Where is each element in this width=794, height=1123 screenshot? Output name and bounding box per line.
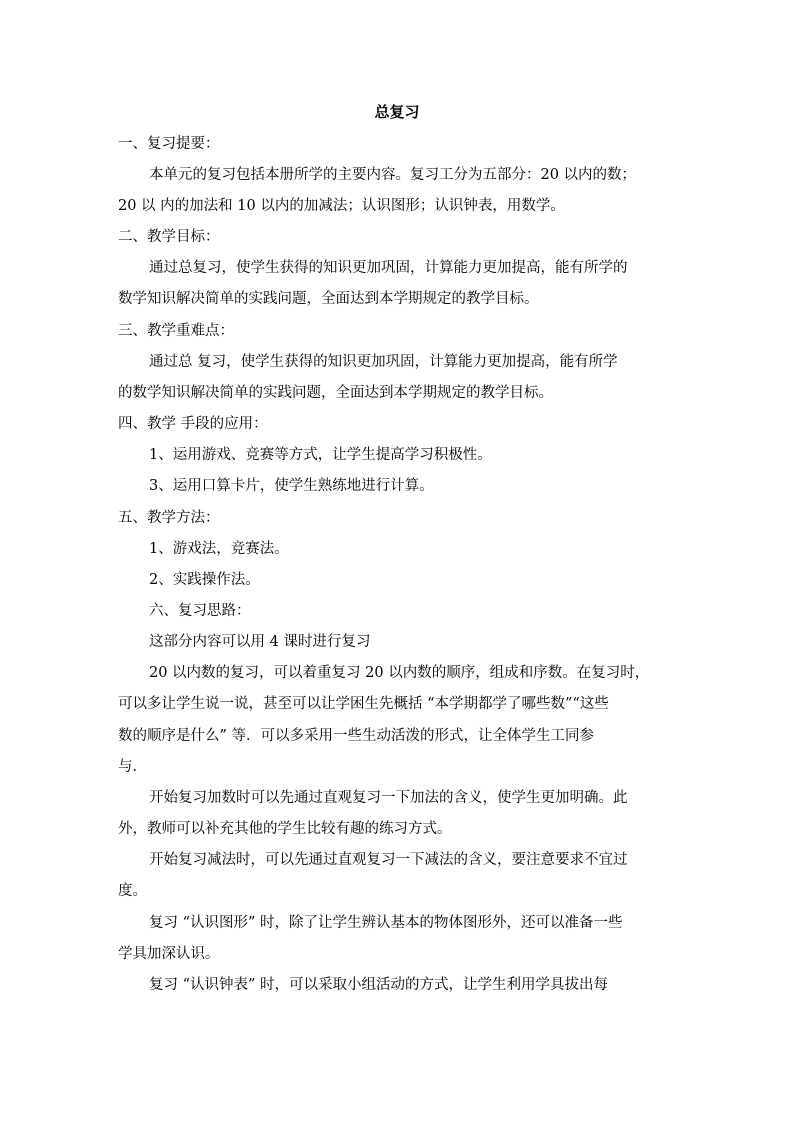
paragraph-line: 数的顺序是什么” 等．可以多采用一些生动活泼的形式，让全体学生工同参	[118, 728, 595, 744]
paragraph-line: 复习 “认识钟表” 时，可以采取小组活动的方式，让学生利用学具拔出每	[149, 977, 609, 993]
heading-teaching-methods: 五、教学方法：	[118, 510, 220, 526]
paragraph-line: 通过总 复习，使学生获得的知识更加巩固，计算能力更加提高，能有所学	[149, 354, 618, 370]
paragraph-line: 与．	[118, 759, 147, 775]
list-item: 1、游戏法，竞赛法。	[149, 541, 289, 557]
list-item: 3、运用口算卡片，使学生熟练地进行计算。	[149, 478, 434, 494]
paragraph-line: 的数学知识解决简单的实践问题，全面达到本学期规定的教学目标。	[118, 385, 553, 401]
paragraph-line: 可以多让学生说一说，甚至可以让学困生先概括 “本学期都学了哪些数”“这些	[118, 696, 609, 712]
heading-teaching-means: 四、教学 手段的应用：	[118, 416, 268, 432]
paragraph-line: 通过总复习，使学生获得的知识更加巩固，计算能力更加提高，能有所学的	[149, 260, 628, 276]
paragraph-line: 复习 “认识图形” 时，除了让学生辨认基本的物体图形外，还可以准备一些	[149, 915, 623, 931]
paragraph-line: 20 以内数的复习，可以着重复习 20 以内数的顺序，组成和序数。在复习时，	[149, 665, 650, 681]
paragraph-line: 学具加深认识。	[118, 946, 220, 962]
paragraph-line: 外，教师可以补充其他的学生比较有趣的练习方式。	[118, 821, 452, 837]
heading-key-difficulties: 三、教学重难点：	[118, 323, 234, 339]
page-title: 总复习	[374, 103, 420, 121]
list-item: 1、运用游戏、竞赛等方式，让学生提高学习积极性。	[149, 447, 492, 463]
paragraph-line: 开始复习减法时，可以先通过直观复习一下减法的含义，要注意要求不宜过	[149, 852, 628, 868]
paragraph-line: 20 以 内的加法和 10 以内的加减法；认识图形；认识钟表，用数学。	[118, 198, 565, 214]
paragraph-line: 数学知识解决简单的实践问题，全面达到本学期规定的教学目标。	[118, 291, 539, 307]
paragraph-line: 度。	[118, 883, 147, 899]
heading-review-summary: 一、复习提要：	[118, 136, 220, 152]
paragraph-line: 这部分内容可以用 4 课时进行复习	[149, 634, 371, 650]
heading-review-ideas: 六、复习思路：	[149, 603, 251, 619]
paragraph-line: 开始复习加数时可以先通过直观复习一下加法的含义，使学生更加明确。此	[149, 790, 628, 806]
paragraph-line: 本单元的复习包括本册所学的主要内容。复习工分为五部分：20 以内的数；	[149, 167, 637, 183]
heading-teaching-goals: 二、教学目标：	[118, 229, 220, 245]
list-item: 2、实践操作法。	[149, 572, 260, 588]
